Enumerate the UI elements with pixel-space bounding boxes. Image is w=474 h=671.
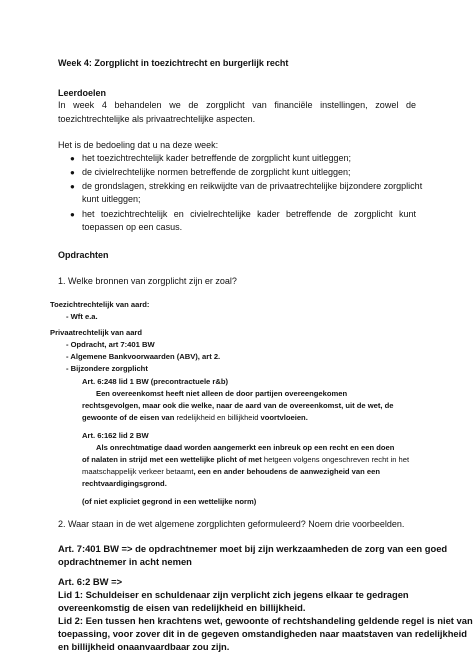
leerdoel-item: de grondslagen, strekking en reikwijdte van de privaatrechtelijke bijzondere zorgplicht	[82, 181, 423, 191]
privaat-item: - Bijzondere zorgplicht	[66, 364, 148, 373]
leerdoel-item-continued: toepassen op een casus.	[82, 222, 183, 232]
leerdoelen-intro-line1: In week 4 behandelen we de zorgplicht van financiële instellingen, zowel de	[58, 100, 416, 110]
art-6-162-text	[82, 467, 380, 477]
leerdoel-item: het toezichtrechtelijk kader betreffende de zorgplicht kunt uitleggen;	[82, 153, 352, 163]
art-6-162-text-emphasis: maatschappelijk verkeer betaamt	[82, 467, 194, 476]
art-6-248-text-part: gewoonte of de eisen van	[82, 413, 177, 422]
answer-art-6-2-text: Lid 2: Een tussen hen krachtens wet, gewoonte of rechtshandeling geldende regel is niet van	[58, 615, 473, 626]
answer-art-6-2-text: en billijkheid onaanvaardbaar zou zijn.	[58, 641, 230, 652]
question-1: 1. Welke bronnen van zorgplicht zijn er zoal?	[58, 276, 237, 286]
answer-art-6-2-text: overeenkomstig de eisen van redelijkheid en billijkheid.	[58, 602, 306, 613]
art-6-248-text-emphasis: redelijkheid en billijkheid	[176, 413, 259, 422]
toezicht-heading: Toezichtrechtelijk van aard:	[50, 300, 150, 309]
privaat-item: - Algemene Bankvoorwaarden (ABV), art 2.	[66, 352, 221, 361]
answer-art-6-2-heading: Art. 6:2 BW =>	[58, 576, 123, 587]
bullet-icon: ●	[70, 182, 75, 191]
art-6-248-text	[82, 413, 308, 423]
art-6-248-text: Een overeenkomst heeft niet alleen de door partijen overeengekomen	[96, 389, 348, 398]
bullet-icon: ●	[70, 168, 75, 177]
leerdoel-item: de civielrechtelijke normen betreffende de zorgplicht kunt uitleggen;	[82, 167, 351, 177]
leerdoel-item-continued: kunt uitleggen;	[82, 194, 141, 204]
question-2: 2. Waar staan in de wet algemene zorgplichten geformuleerd? Noem drie voorbeelden.	[58, 519, 405, 529]
answer-art-6-2-text: toepassing, voor zover dit in de gegeven omstandigheden naar maatstaven van redelijkheid	[58, 628, 467, 639]
art-6-162-text	[82, 455, 409, 465]
leerdoel-item: het toezichtrechtelijk en civielrechtelijke kader betreffende de zorgplicht kunt	[82, 209, 416, 219]
answer-art-7-401-line2: opdrachtnemer in acht nemen	[58, 556, 192, 567]
page-title: Week 4: Zorgplicht in toezichtrecht en burgerlijk recht	[58, 58, 289, 68]
answer-art-6-2-text: Lid 1: Schuldeiser en schuldenaar zijn verplicht zich jegens elkaar te gedragen	[58, 589, 409, 600]
answer-art-7-401-line1: Art. 7:401 BW => de opdrachtnemer moet bij zijn werkzaamheden de zorg van een goed	[58, 543, 448, 554]
privaat-heading: Privaatrechtelijk van aard	[50, 328, 143, 337]
opdrachten-heading: Opdrachten	[58, 250, 109, 260]
bullet-icon: ●	[70, 154, 75, 163]
art-6-162-heading: Art. 6:162 lid 2 BW	[82, 431, 149, 440]
bullet-icon: ●	[70, 210, 75, 219]
art-6-248-text-part: voortvloeien.	[258, 413, 308, 422]
art-6-162-text-part: , een en ander behoudens de aanwezigheid van een	[193, 467, 380, 476]
niet-wettelijk-note: (of niet expliciet gegrond in een wettelijke norm)	[82, 497, 257, 506]
privaat-item: - Opdracht, art 7:401 BW	[66, 340, 155, 349]
art-6-248-text: rechtsgevolgen, maar ook die welke, naar de aard van de overeenkomst, uit de wet, de	[82, 401, 394, 410]
leerdoelen-heading: Leerdoelen	[58, 88, 107, 98]
art-6-248-heading: Art. 6:248 lid 1 BW (precontractuele r&b)	[82, 377, 228, 386]
leerdoelen-bedoeling: Het is de bedoeling dat u na deze week:	[58, 140, 219, 150]
art-6-162-text-part: of nalaten in strijd met een wettelijke plicht of met	[82, 455, 264, 464]
art-6-162-text-emphasis: hetgeen volgens ongeschreven recht in het	[263, 455, 410, 464]
art-6-162-text: Als onrechtmatige daad worden aangemerkt een inbreuk op een recht en een doen	[96, 443, 395, 452]
art-6-162-text: rechtvaardigingsgrond.	[82, 479, 167, 488]
leerdoelen-intro-line2: toezichtrechtelijke als privaatrechtelijke aspecten.	[58, 114, 256, 124]
toezicht-item: - Wft e.a.	[66, 312, 98, 321]
